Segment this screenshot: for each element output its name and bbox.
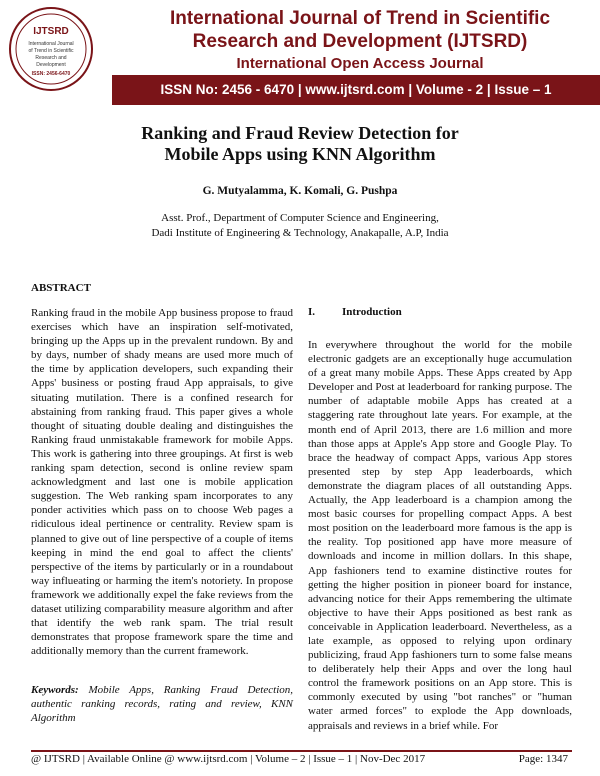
- journal-seal-icon: [8, 6, 94, 92]
- journal-title-line2: Research and Development (IJTSRD): [192, 31, 528, 52]
- affiliation-line2: Dadi Institute of Engineering & Technology, Anakapalle, A.P, India: [151, 227, 449, 239]
- keywords-label: Keywords:: [31, 684, 79, 696]
- svg-text:Research and: Research and: [35, 55, 67, 61]
- footer-text: @ IJTSRD | Available Online @ www.ijtsrd.com | Volume – 2 | Issue – 1 | Nov-Dec 2017: [31, 753, 426, 765]
- paper-title-line2: Mobile Apps using KNN Algorithm: [164, 144, 436, 164]
- svg-text:International Journal: International Journal: [28, 41, 74, 47]
- svg-text:ISSN: 2456-6470: ISSN: 2456-6470: [31, 71, 71, 77]
- affiliation-line1: Asst. Prof., Department of Computer Science and Engineering,: [161, 212, 439, 224]
- svg-text:of Trend in Scientific: of Trend in Scientific: [28, 48, 74, 54]
- introduction-text: In everywhere throughout the world for the mobile electronic gadgets are an exceptionally huge accumulation of a great many mobile Apps. These Apps created by App Developer and Post at leaderboard for ranking purpose. The number of adaptable mobile Apps has created at a staggering rate throughout late years. For example, at the month end of April 2013, there are 1.6 million and more than those apps at Apple's App store and Google Play. To brace the headway of compact Apps, various App stores presented step by step App leaderboards, which demonstrate the diagram places of all outstanding Apps. Actually, the App leaderboard is a champion among the most basic courses for propelling compact Apps. A best most position on the leaderboard more famous is the app is the reality. Top positioned app have more measure of downloads and income in million dollars. In this shape, App fashioners tend to examine distinctive routes for getting the higher position in pioneer board for instance, advancing notice for their Apps remembering the ultimate objective to have their Apps positioned as best rank as conceivable in Application leaderboard. Nevertheless, as a late example, as opposed to relying upon ordinary publicizing, fraud App fashioners turn to some false means to deliberately help their Apps and over the long haul control the framework positions on an App store. This is commonly executed by using "bot ranches" or "human water armed forces" to explode the App downloads, appraisals and reviews in a brief while. For: [308, 339, 572, 732]
- issn-bar: ISSN No: 2456 - 6470 | www.ijtsrd.com | Volume - 2 | Issue – 1: [112, 75, 600, 105]
- keywords-text: Mobile Apps, Ranking Fraud Detection, authentic ranking records, rating and review, KNN Algorithm: [31, 684, 293, 725]
- paper-title-line1: Ranking and Fraud Review Detection for: [141, 123, 459, 143]
- abstract-heading: ABSTRACT: [31, 282, 91, 294]
- svg-text:Development: Development: [36, 62, 66, 68]
- journal-header: [0, 0, 600, 108]
- keywords: [31, 683, 293, 725]
- page-number: Page: 1347: [518, 753, 568, 765]
- abstract-text: Ranking fraud in the mobile App business propose to fraud exercises which have an inspiration self-motivated, bringing up the Apps up in the prevalent rundown. By and by days, number of shady means are used more much of the time by application developers, such expanding their Apps' business or posting fraud App appraisals, to give situating mutilation. There is a confined research for abstaining from ranking fraud. This paper gives a whole thought of situating double dealing and distinguishes the Ranking fraud unmistakable framework for mobile Apps. This work is gathering into three groupings. At first is web ranking spam detection, second is online review spam acknowledgment and last one is mobile application suggestion. The Web ranking spam incorporates to any ponder activities which pass on to choose Web pages a ridiculous ideal pertinence or centrality. Review spam is planned to give out of line perspective of a couple of items keeping in mind the end goal to affect the clients' perspective of the items by particularly or in a roundabout way influeating or harming the item's notoriety. In propose framework we additionally expel the fake reviews from the dataset utilizing comparability measure algorithm and after that identify the web rank spam. The trial result demonstrates that propose framework spare the time and additionally memory than the current framework.: [31, 307, 293, 658]
- section-title: Introduction: [342, 306, 402, 318]
- logo-abbr: IJTSRD: [33, 26, 69, 37]
- section-heading-introduction: [308, 306, 402, 318]
- footer-divider: [31, 750, 572, 752]
- section-number: I.: [308, 306, 316, 318]
- authors: G. Mutyalamma, K. Komali, G. Pushpa: [202, 185, 398, 197]
- journal-subtitle: International Open Access Journal: [236, 55, 484, 72]
- journal-title-line1: International Journal of Trend in Scientific: [169, 8, 551, 29]
- page-footer: [31, 753, 572, 765]
